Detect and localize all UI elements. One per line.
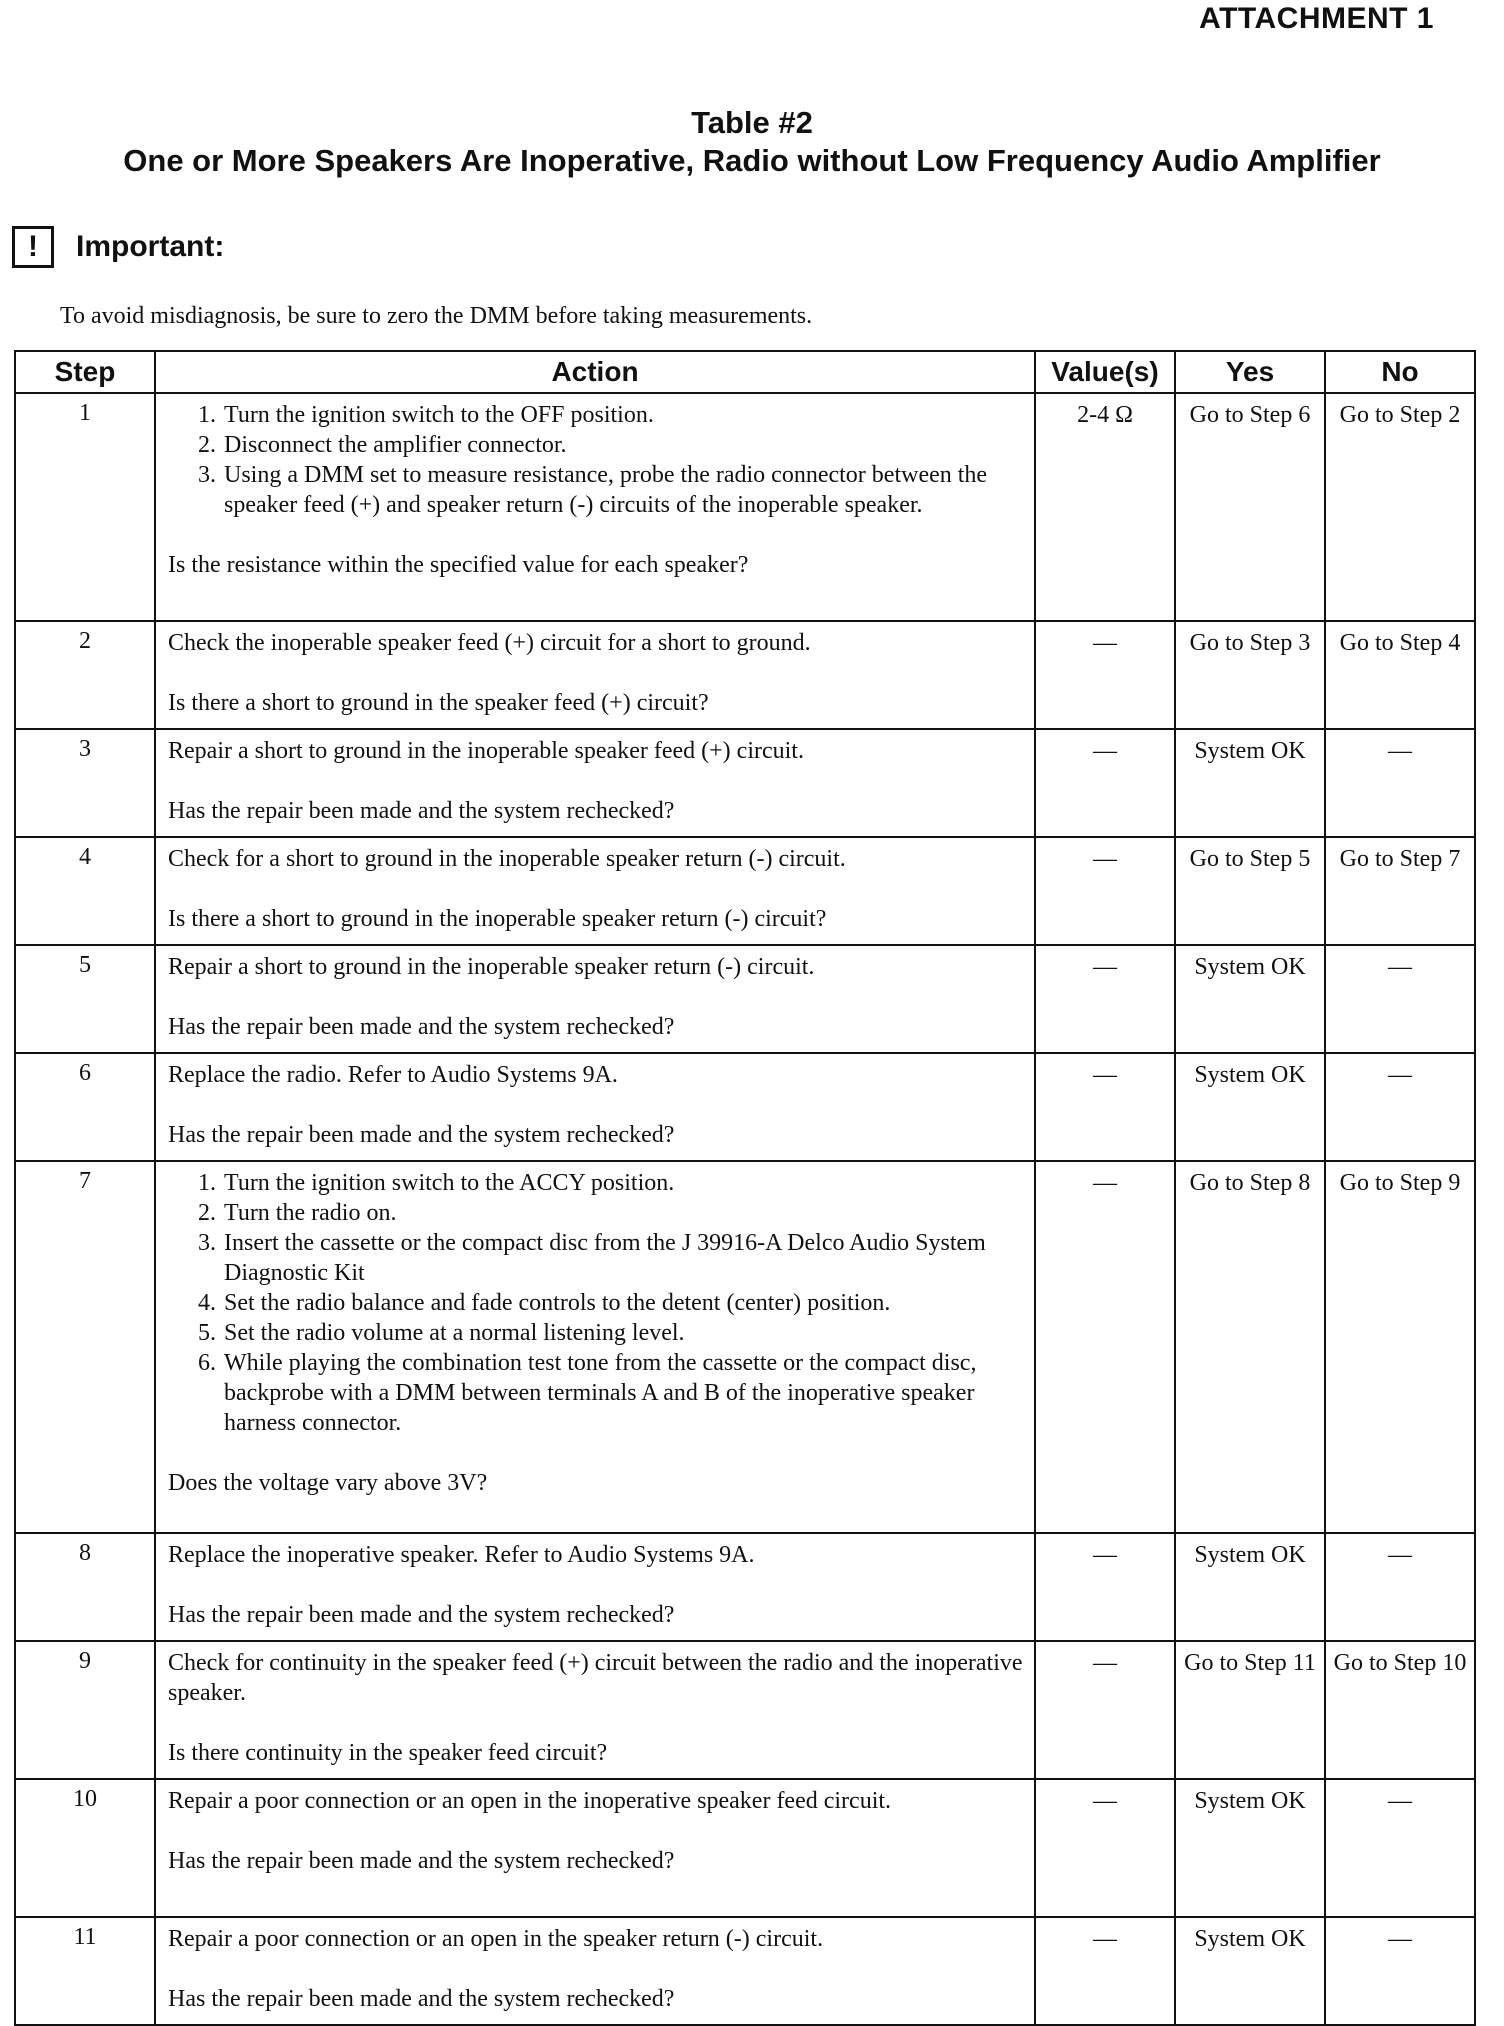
value-cell: —	[1035, 837, 1175, 945]
yes-cell: System OK	[1175, 945, 1325, 1053]
step-number: 3	[15, 729, 155, 837]
yes-cell: System OK	[1175, 1779, 1325, 1917]
action-step: 1. Turn the ignition switch to the OFF position.	[222, 400, 1024, 430]
no-cell: —	[1325, 1779, 1475, 1917]
action-question: Has the repair been made and the system rechecked?	[168, 1122, 675, 1148]
step-number: 7	[15, 1161, 155, 1533]
no-cell: —	[1325, 945, 1475, 1053]
yes-cell: System OK	[1175, 1533, 1325, 1641]
value-cell: —	[1035, 1533, 1175, 1641]
table-row	[15, 1533, 1475, 1641]
action-text: Replace the radio. Refer to Audio Systems 9A.	[168, 1062, 618, 1088]
table-row	[15, 1053, 1475, 1161]
exclamation-box-icon: !	[12, 226, 54, 268]
action-question: Does the voltage vary above 3V?	[168, 1470, 488, 1496]
table-row	[15, 1779, 1475, 1917]
action-cell	[155, 1533, 1035, 1641]
action-steps	[168, 1168, 1024, 1438]
table-row	[15, 945, 1475, 1053]
action-text: Check for a short to ground in the inoperable speaker return (-) circuit.	[168, 846, 846, 872]
value-cell: —	[1035, 1161, 1175, 1533]
action-question: Is there a short to ground in the speaker feed (+) circuit?	[168, 690, 709, 716]
value-cell: —	[1035, 621, 1175, 729]
action-text: Replace the inoperative speaker. Refer to Audio Systems 9A.	[168, 1542, 755, 1568]
action-step: 4. Set the radio balance and fade controls to the detent (center) position.	[222, 1288, 1024, 1318]
table-row	[15, 1917, 1475, 2025]
action-step: 5. Set the radio volume at a normal listening level.	[222, 1318, 1024, 1348]
no-cell: —	[1325, 729, 1475, 837]
action-question: Is the resistance within the specified value for each speaker?	[168, 552, 749, 578]
action-question: Is there a short to ground in the inoperable speaker return (-) circuit?	[168, 906, 827, 932]
action-step: 6. While playing the combination test tone from the cassette or the compact disc, backprobe with a DMM between terminals A and B of the inoperative speaker harness connector.	[222, 1348, 1024, 1438]
yes-cell: Go to Step 8	[1175, 1161, 1325, 1533]
action-step: 3. Insert the cassette or the compact disc from the J 39916-A Delco Audio System Diagnostic Kit	[222, 1228, 1024, 1288]
step-number: 4	[15, 837, 155, 945]
value-cell: —	[1035, 729, 1175, 837]
value-cell: —	[1035, 1641, 1175, 1779]
table-row	[15, 1161, 1475, 1533]
action-question: Has the repair been made and the system rechecked?	[168, 1986, 675, 2012]
value-cell: —	[1035, 1917, 1175, 2025]
no-cell: —	[1325, 1053, 1475, 1161]
table-row	[15, 729, 1475, 837]
step-number: 8	[15, 1533, 155, 1641]
table-row	[15, 837, 1475, 945]
title-block	[0, 105, 1504, 181]
table-header-row	[15, 351, 1475, 393]
action-question: Has the repair been made and the system rechecked?	[168, 1602, 675, 1628]
header-values: Value(s)	[1035, 351, 1175, 393]
no-cell: Go to Step 2	[1325, 393, 1475, 621]
header-step: Step	[15, 351, 155, 393]
action-step: 2. Turn the radio on.	[222, 1198, 1024, 1228]
action-text: Repair a short to ground in the inoperable speaker return (-) circuit.	[168, 954, 815, 980]
value-cell: 2-4 Ω	[1035, 393, 1175, 621]
table-row	[15, 393, 1475, 621]
action-cell	[155, 1779, 1035, 1917]
action-cell	[155, 837, 1035, 945]
yes-cell: System OK	[1175, 1053, 1325, 1161]
action-cell	[155, 1917, 1035, 2025]
action-text: Check the inoperable speaker feed (+) circuit for a short to ground.	[168, 630, 811, 656]
important-note: To avoid misdiagnosis, be sure to zero the DMM before taking measurements.	[60, 303, 813, 329]
no-cell: —	[1325, 1533, 1475, 1641]
no-cell: Go to Step 10	[1325, 1641, 1475, 1779]
action-step: 2. Disconnect the amplifier connector.	[222, 430, 1024, 460]
action-step: 3. Using a DMM set to measure resistance, probe the radio connector between the speaker feed (+) and speaker return (-) circuits of the inoperable speaker.	[222, 460, 1024, 520]
action-steps	[168, 400, 1024, 520]
attachment-label: ATTACHMENT 1	[1199, 2, 1434, 35]
step-number: 11	[15, 1917, 155, 2025]
action-cell	[155, 945, 1035, 1053]
important-callout	[12, 226, 224, 268]
value-cell: —	[1035, 945, 1175, 1053]
action-cell	[155, 393, 1035, 621]
step-number: 9	[15, 1641, 155, 1779]
important-label: Important:	[76, 230, 225, 263]
yes-cell: Go to Step 11	[1175, 1641, 1325, 1779]
header-action: Action	[155, 351, 1035, 393]
table-row	[15, 621, 1475, 729]
yes-cell: System OK	[1175, 729, 1325, 837]
action-text: Repair a short to ground in the inoperable speaker feed (+) circuit.	[168, 738, 804, 764]
action-cell	[155, 1641, 1035, 1779]
step-number: 6	[15, 1053, 155, 1161]
action-question: Is there continuity in the speaker feed circuit?	[168, 1740, 608, 1766]
yes-cell: Go to Step 6	[1175, 393, 1325, 621]
action-step: 1. Turn the ignition switch to the ACCY position.	[222, 1168, 1024, 1198]
action-cell	[155, 1053, 1035, 1161]
yes-cell: Go to Step 3	[1175, 621, 1325, 729]
no-cell: Go to Step 7	[1325, 837, 1475, 945]
header-no: No	[1325, 351, 1475, 393]
step-number: 5	[15, 945, 155, 1053]
action-cell	[155, 729, 1035, 837]
no-cell: Go to Step 9	[1325, 1161, 1475, 1533]
action-text: Repair a poor connection or an open in the speaker return (-) circuit.	[168, 1926, 824, 1952]
action-cell	[155, 621, 1035, 729]
table-row	[15, 1641, 1475, 1779]
action-question: Has the repair been made and the system rechecked?	[168, 798, 675, 824]
yes-cell: Go to Step 5	[1175, 837, 1325, 945]
action-question: Has the repair been made and the system rechecked?	[168, 1848, 675, 1874]
value-cell: —	[1035, 1779, 1175, 1917]
action-text: Repair a poor connection or an open in the inoperative speaker feed circuit.	[168, 1788, 892, 1814]
action-question: Has the repair been made and the system rechecked?	[168, 1014, 675, 1040]
no-cell: —	[1325, 1917, 1475, 2025]
action-cell	[155, 1161, 1035, 1533]
value-cell: —	[1035, 1053, 1175, 1161]
step-number: 2	[15, 621, 155, 729]
header-yes: Yes	[1175, 351, 1325, 393]
diagnostic-table	[14, 350, 1476, 2026]
table-title: One or More Speakers Are Inoperative, Radio without Low Frequency Audio Amplifier	[123, 143, 1381, 178]
table-number: Table #2	[691, 105, 813, 140]
action-text: Check for continuity in the speaker feed (+) circuit between the radio and the inoperative speaker.	[168, 1650, 1023, 1706]
step-number: 1	[15, 393, 155, 621]
no-cell: Go to Step 4	[1325, 621, 1475, 729]
yes-cell: System OK	[1175, 1917, 1325, 2025]
step-number: 10	[15, 1779, 155, 1917]
